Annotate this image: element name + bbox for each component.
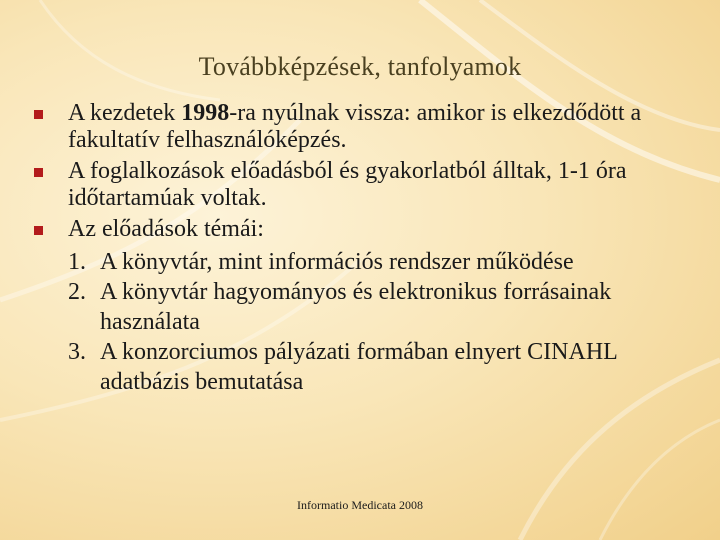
bullet-item: [30, 216, 690, 243]
numbered-item: [30, 337, 690, 397]
item-text: A könyvtár, mint információs rendszer működése: [100, 249, 574, 275]
bullet-square-icon: [34, 110, 43, 119]
bullet-item: [30, 100, 690, 154]
item-text: A könyvtár hagyományos és elektronikus forrásainak használata: [100, 279, 612, 335]
bullet-text-bold: 1998: [181, 100, 230, 126]
bullet-square-icon: [34, 168, 43, 177]
bullet-text-post: -ra nyúlnak vissza: amikor is elkezdődött a fakultatív felhasználóképzés.: [68, 100, 642, 153]
numbered-item: [30, 247, 690, 277]
item-number: 3.: [68, 339, 86, 365]
bullet-square-icon: [34, 226, 43, 235]
slide-content: [30, 100, 690, 397]
bullet-text: A foglalkozások előadásból és gyakorlatból álltak, 1-1 óra időtartamúak voltak.: [68, 158, 627, 211]
numbered-item: [30, 277, 690, 337]
item-number: 2.: [68, 279, 86, 305]
slide-title: Továbbképzések, tanfolyamok: [198, 52, 522, 81]
bullet-text-pre: A kezdetek: [68, 100, 182, 126]
item-number: 1.: [68, 249, 86, 275]
bullet-text: Az előadások témái:: [68, 216, 264, 242]
bullet-item: [30, 158, 690, 212]
item-text: A konzorciumos pályázati formában elnyert CINAHL adatbázis bemutatása: [100, 339, 617, 395]
slide-footer: Informatio Medicata 2008: [297, 498, 423, 512]
